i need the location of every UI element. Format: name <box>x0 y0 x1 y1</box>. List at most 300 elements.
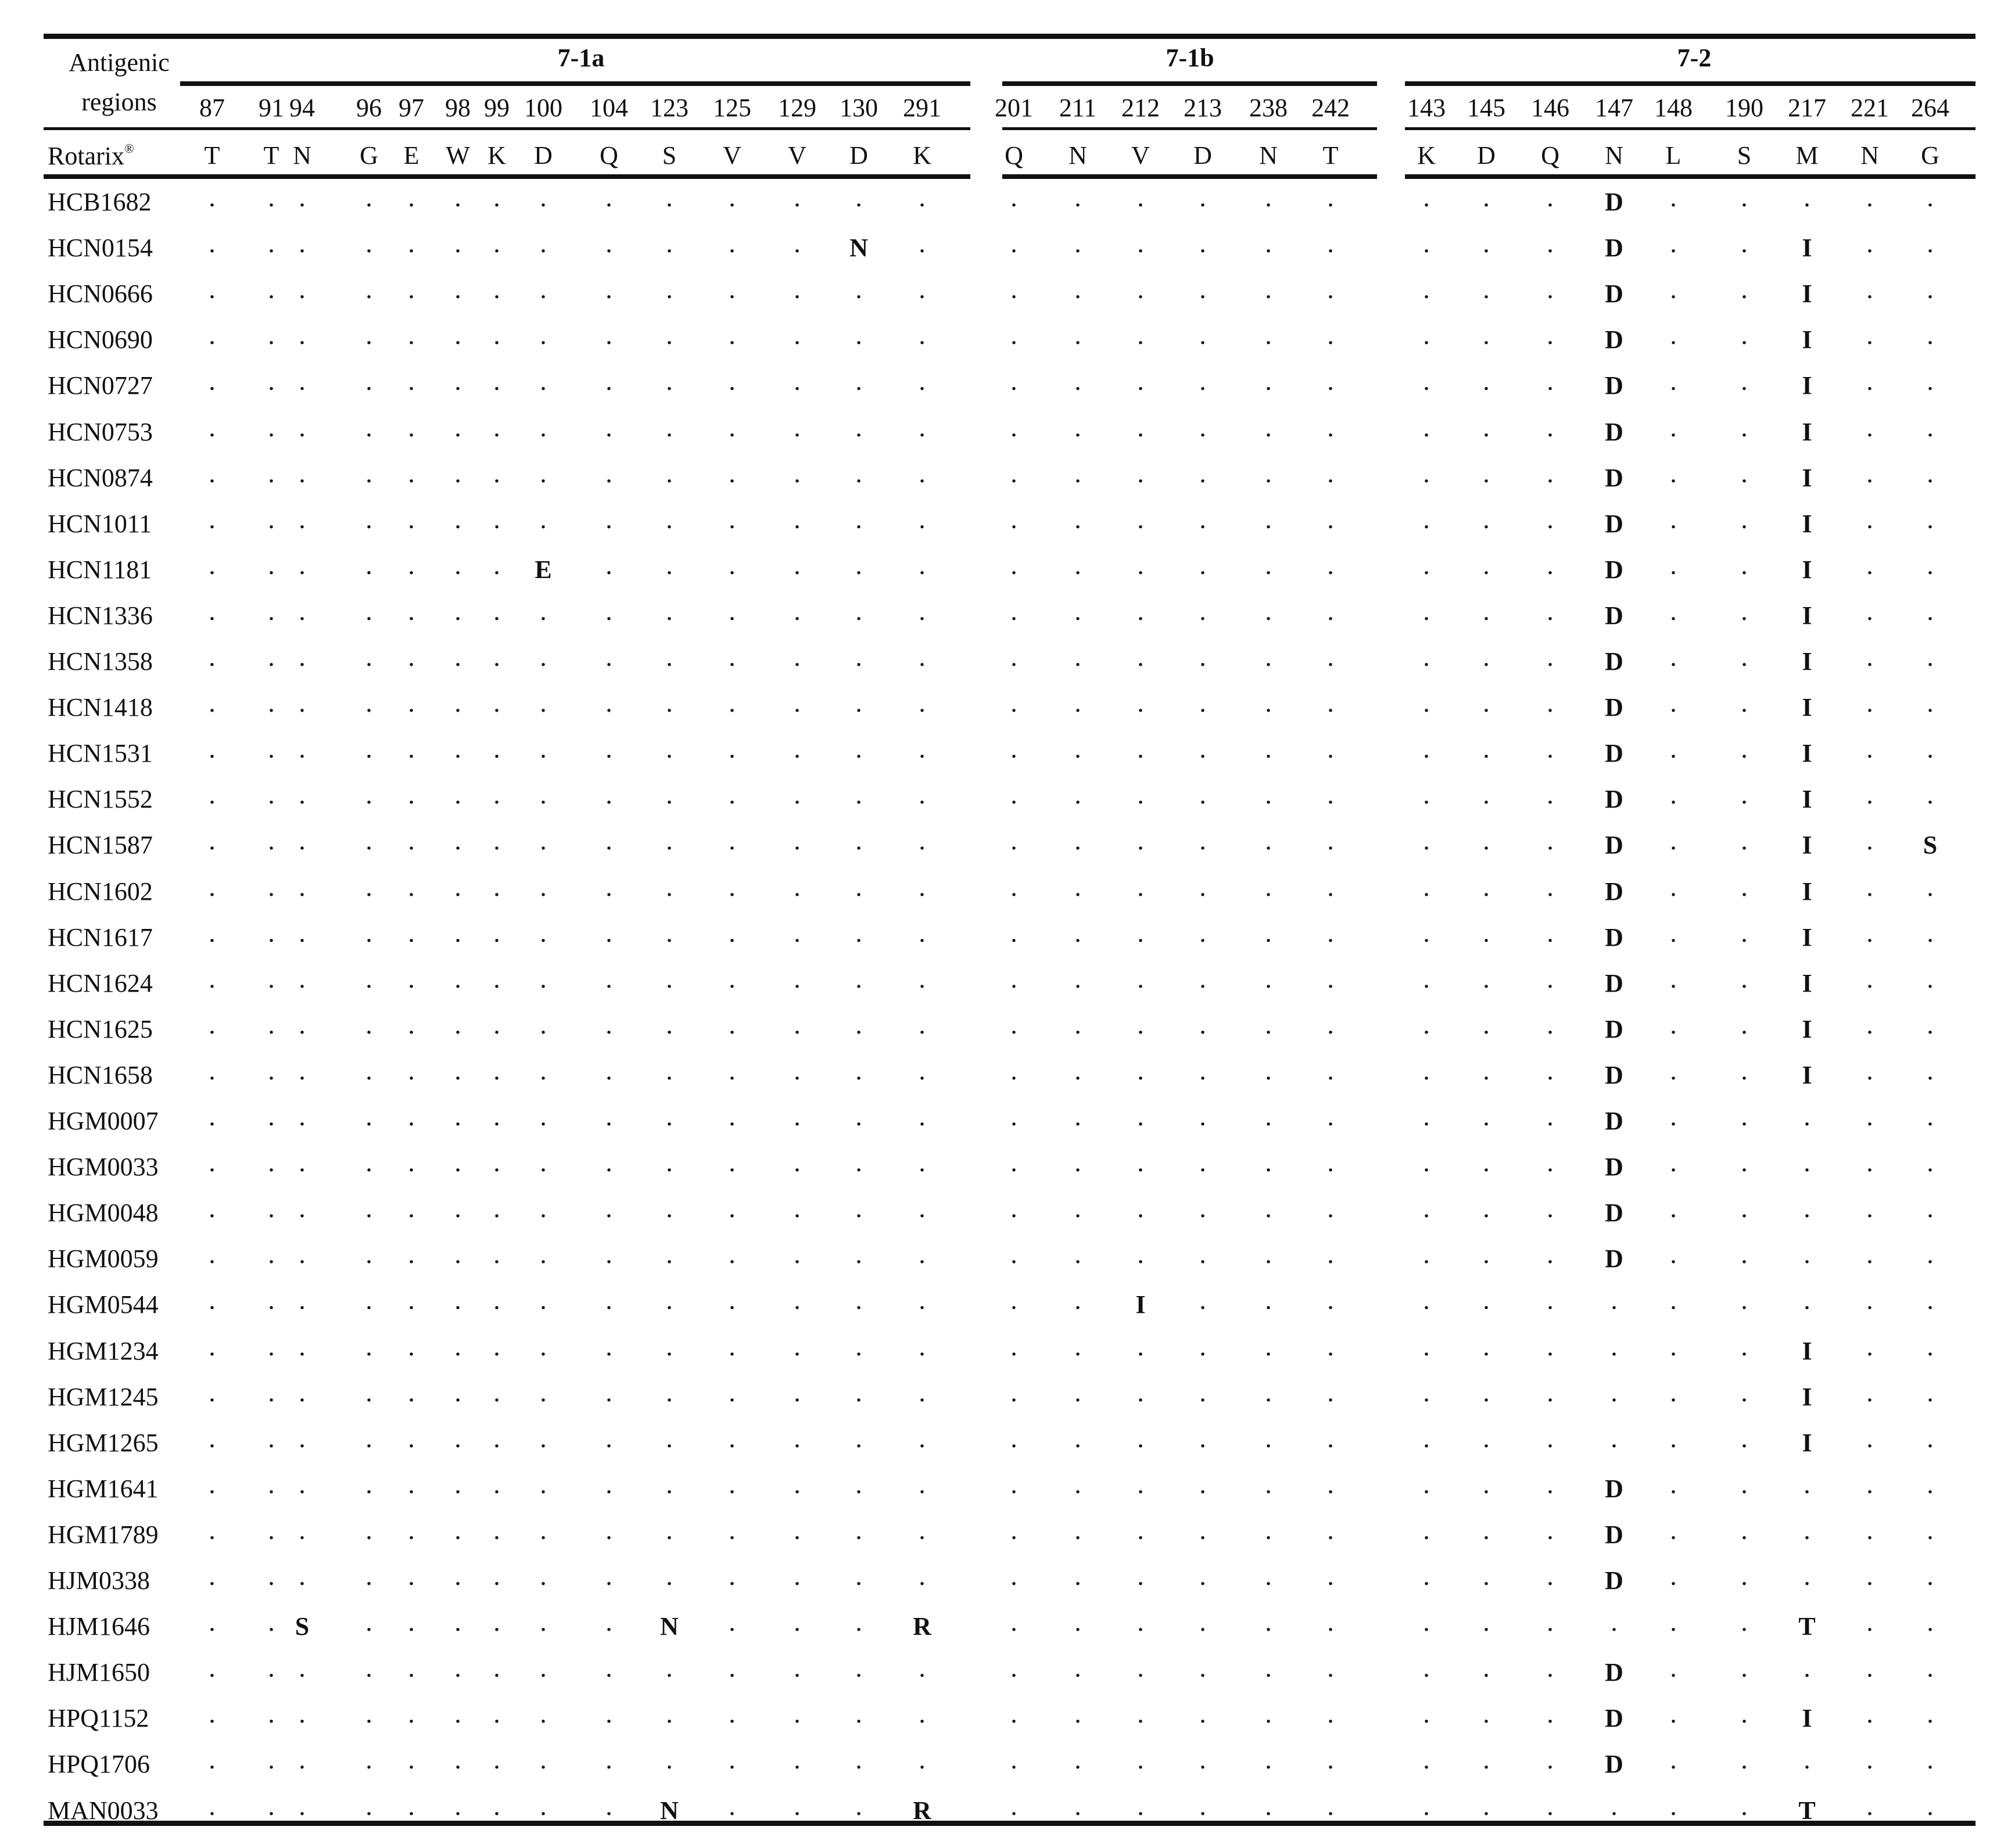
reference-residue: D <box>534 141 553 170</box>
strain-name: HJM0338 <box>48 1566 150 1595</box>
identity-dot: . <box>454 871 461 902</box>
identity-dot: . <box>1547 871 1554 902</box>
identity-dot: . <box>1670 412 1677 442</box>
identity-dot: . <box>1265 1377 1272 1407</box>
identity-dot: . <box>666 1561 673 1591</box>
identity-dot: . <box>1199 1790 1206 1821</box>
mutation-residue: D <box>1605 1566 1623 1595</box>
identity-dot: . <box>919 1745 926 1775</box>
identity-dot: . <box>1010 504 1017 534</box>
identity-dot: . <box>1199 1469 1206 1499</box>
identity-dot: . <box>365 412 372 442</box>
identity-dot: . <box>1199 917 1206 948</box>
mutation-residue: D <box>1605 601 1623 630</box>
identity-dot: . <box>1611 1607 1618 1637</box>
identity-dot: . <box>454 320 461 350</box>
position-number: 264 <box>1911 94 1949 122</box>
identity-dot: . <box>540 1423 547 1453</box>
identity-dot: . <box>1804 1193 1810 1223</box>
identity-dot: . <box>1423 274 1430 304</box>
identity-dot: . <box>408 1101 415 1131</box>
identity-dot: . <box>1483 1699 1490 1729</box>
identity-dot: . <box>729 1377 736 1407</box>
identity-dot: . <box>1010 1469 1017 1499</box>
identity-dot: . <box>1074 1607 1081 1637</box>
position-number: 201 <box>995 94 1033 122</box>
identity-dot: . <box>1547 366 1554 396</box>
identity-dot: . <box>299 963 306 993</box>
identity-dot: . <box>1611 1331 1618 1361</box>
strain-name: HCN1552 <box>48 785 153 814</box>
identity-dot: . <box>1483 366 1490 396</box>
position-number: 148 <box>1654 94 1693 122</box>
identity-dot: . <box>919 1699 926 1729</box>
identity-dot: . <box>855 1285 862 1315</box>
identity-dot: . <box>1741 320 1748 350</box>
identity-dot: . <box>493 688 500 718</box>
reference-residue: E <box>403 141 420 170</box>
identity-dot: . <box>365 871 372 902</box>
identity-dot: . <box>919 366 926 396</box>
identity-dot: . <box>605 917 612 948</box>
identity-dot: . <box>1199 1009 1206 1039</box>
identity-dot: . <box>1741 1469 1748 1499</box>
identity-dot: . <box>1137 780 1144 810</box>
reference-residue: L <box>1665 141 1682 170</box>
identity-dot: . <box>1199 1699 1206 1729</box>
identity-dot: . <box>919 1239 926 1269</box>
identity-dot: . <box>855 688 862 718</box>
identity-dot: . <box>209 871 216 902</box>
identity-dot: . <box>1010 182 1017 212</box>
identity-dot: . <box>1866 274 1873 304</box>
top-rule <box>44 34 1976 39</box>
identity-dot: . <box>1074 1377 1081 1407</box>
identity-dot: . <box>454 917 461 948</box>
identity-dot: . <box>1199 504 1206 534</box>
identity-dot: . <box>1927 1699 1934 1729</box>
identity-dot: . <box>1927 1331 1934 1361</box>
identity-dot: . <box>268 1193 275 1223</box>
identity-dot: . <box>1074 504 1081 534</box>
identity-dot: . <box>855 1147 862 1178</box>
identity-dot: . <box>1137 274 1144 304</box>
identity-dot: . <box>1265 320 1272 350</box>
identity-dot: . <box>408 642 415 672</box>
strain-name: HCN0753 <box>48 417 153 446</box>
identity-dot: . <box>408 182 415 212</box>
identity-dot: . <box>1547 780 1554 810</box>
identity-dot: . <box>855 963 862 993</box>
identity-dot: . <box>855 504 862 534</box>
identity-dot: . <box>1010 871 1017 902</box>
identity-dot: . <box>1137 182 1144 212</box>
reference-residue: V <box>723 141 741 170</box>
identity-dot: . <box>1927 642 1934 672</box>
identity-dot: . <box>855 917 862 948</box>
identity-dot: . <box>1547 1193 1554 1223</box>
identity-dot: . <box>209 274 216 304</box>
identity-dot: . <box>1741 1009 1748 1039</box>
identity-dot: . <box>299 734 306 764</box>
identity-dot: . <box>408 1745 415 1775</box>
identity-dot: . <box>1265 595 1272 626</box>
identity-dot: . <box>1547 963 1554 993</box>
mutation-residue: D <box>1605 555 1623 584</box>
reference-residue: W <box>446 141 470 170</box>
identity-dot: . <box>1547 826 1554 856</box>
identity-dot: . <box>1137 1423 1144 1453</box>
identity-dot: . <box>408 1469 415 1499</box>
identity-dot: . <box>919 458 926 488</box>
identity-dot: . <box>408 871 415 902</box>
identity-dot: . <box>794 320 801 350</box>
identity-dot: . <box>729 1055 736 1085</box>
identity-dot: . <box>454 734 461 764</box>
identity-dot: . <box>1327 871 1334 902</box>
identity-dot: . <box>605 1653 612 1683</box>
identity-dot: . <box>454 1147 461 1178</box>
identity-dot: . <box>794 734 801 764</box>
identity-dot: . <box>1483 780 1490 810</box>
identity-dot: . <box>1265 1147 1272 1178</box>
identity-dot: . <box>299 412 306 442</box>
mutation-residue: D <box>1605 1107 1623 1135</box>
identity-dot: . <box>1866 1147 1873 1178</box>
identity-dot: . <box>299 1745 306 1775</box>
identity-dot: . <box>493 320 500 350</box>
identity-dot: . <box>493 1055 500 1085</box>
identity-dot: . <box>493 1653 500 1683</box>
position-number: 129 <box>778 94 816 122</box>
identity-dot: . <box>855 1377 862 1407</box>
identity-dot: . <box>209 826 216 856</box>
identity-dot: . <box>1074 412 1081 442</box>
identity-dot: . <box>1423 1745 1430 1775</box>
identity-dot: . <box>1670 1285 1677 1315</box>
identity-dot: . <box>1866 1699 1873 1729</box>
identity-dot: . <box>729 1193 736 1223</box>
identity-dot: . <box>1423 1423 1430 1453</box>
identity-dot: . <box>540 1377 547 1407</box>
identity-dot: . <box>1927 458 1934 488</box>
identity-dot: . <box>1866 504 1873 534</box>
identity-dot: . <box>1927 412 1934 442</box>
identity-dot: . <box>666 1745 673 1775</box>
identity-dot: . <box>1327 1285 1334 1315</box>
identity-dot: . <box>919 734 926 764</box>
identity-dot: . <box>540 1653 547 1683</box>
identity-dot: . <box>1804 1147 1810 1178</box>
mutation-residue: S <box>1923 831 1938 860</box>
identity-dot: . <box>540 1790 547 1821</box>
identity-dot: . <box>1327 182 1334 212</box>
identity-dot: . <box>605 826 612 856</box>
identity-dot: . <box>855 1009 862 1039</box>
identity-dot: . <box>209 366 216 396</box>
identity-dot: . <box>1866 1561 1873 1591</box>
identity-dot: . <box>1670 1607 1677 1637</box>
identity-dot: . <box>1010 1009 1017 1039</box>
identity-dot: . <box>454 688 461 718</box>
identity-dot: . <box>1927 595 1934 626</box>
identity-dot: . <box>1670 320 1677 350</box>
identity-dot: . <box>540 458 547 488</box>
identity-dot: . <box>365 963 372 993</box>
identity-dot: . <box>1010 1193 1017 1223</box>
identity-dot: . <box>299 550 306 580</box>
identity-dot: . <box>408 1515 415 1545</box>
identity-dot: . <box>1741 734 1748 764</box>
mutation-residue: D <box>1605 968 1623 997</box>
identity-dot: . <box>1327 642 1334 672</box>
identity-dot: . <box>365 274 372 304</box>
reference-row-label <box>48 142 134 169</box>
strain-name: HPQ1706 <box>48 1750 150 1779</box>
identity-dot: . <box>1199 1055 1206 1085</box>
identity-dot: . <box>1137 1790 1144 1821</box>
identity-dot: . <box>666 412 673 442</box>
identity-dot: . <box>1423 780 1430 810</box>
identity-dot: . <box>1483 917 1490 948</box>
identity-dot: . <box>408 458 415 488</box>
identity-dot: . <box>1670 1101 1677 1131</box>
identity-dot: . <box>1010 1561 1017 1591</box>
identity-dot: . <box>729 366 736 396</box>
identity-dot: . <box>605 963 612 993</box>
identity-dot: . <box>1327 1607 1334 1637</box>
identity-dot: . <box>1670 780 1677 810</box>
identity-dot: . <box>1010 1147 1017 1178</box>
identity-dot: . <box>1074 1561 1081 1591</box>
reference-rule-2 <box>1002 174 1377 179</box>
identity-dot: . <box>1074 871 1081 902</box>
strain-name: HCN1531 <box>48 739 153 768</box>
identity-dot: . <box>1927 917 1934 948</box>
identity-dot: . <box>493 1790 500 1821</box>
identity-dot: . <box>1137 504 1144 534</box>
identity-dot: . <box>919 1469 926 1499</box>
identity-dot: . <box>1670 1469 1677 1499</box>
position-number: 130 <box>840 94 878 122</box>
identity-dot: . <box>365 182 372 212</box>
identity-dot: . <box>855 1055 862 1085</box>
identity-dot: . <box>1265 1239 1272 1269</box>
identity-dot: . <box>1804 182 1810 212</box>
identity-dot: . <box>1547 1745 1554 1775</box>
mutation-residue: I <box>1802 693 1812 722</box>
identity-dot: . <box>666 1101 673 1131</box>
identity-dot: . <box>1199 412 1206 442</box>
identity-dot: . <box>1866 1607 1873 1637</box>
identity-dot: . <box>1137 550 1144 580</box>
identity-dot: . <box>1927 688 1934 718</box>
identity-dot: . <box>1670 826 1677 856</box>
identity-dot: . <box>1423 1147 1430 1178</box>
identity-dot: . <box>540 917 547 948</box>
identity-dot: . <box>1265 228 1272 259</box>
mutation-residue: D <box>1605 1658 1623 1687</box>
group-underline-1 <box>180 81 970 86</box>
identity-dot: . <box>1074 688 1081 718</box>
mutation-residue: I <box>1802 463 1812 492</box>
identity-dot: . <box>454 1699 461 1729</box>
identity-dot: . <box>1423 1515 1430 1545</box>
mutation-residue: D <box>1605 188 1623 216</box>
mutation-residue: I <box>1802 923 1812 952</box>
identity-dot: . <box>919 1561 926 1591</box>
identity-dot: . <box>605 642 612 672</box>
identity-dot: . <box>1741 412 1748 442</box>
identity-dot: . <box>1199 1101 1206 1131</box>
identity-dot: . <box>1265 642 1272 672</box>
identity-dot: . <box>919 1653 926 1683</box>
identity-dot: . <box>1483 1469 1490 1499</box>
identity-dot: . <box>365 688 372 718</box>
identity-dot: . <box>1547 1423 1554 1453</box>
identity-dot: . <box>1483 1193 1490 1223</box>
identity-dot: . <box>1010 1101 1017 1131</box>
registered-mark: ® <box>124 141 134 156</box>
identity-dot: . <box>729 642 736 672</box>
identity-dot: . <box>1074 1790 1081 1821</box>
identity-dot: . <box>605 458 612 488</box>
identity-dot: . <box>365 734 372 764</box>
identity-dot: . <box>1927 734 1934 764</box>
identity-dot: . <box>209 182 216 212</box>
position-number: 123 <box>650 94 689 122</box>
identity-dot: . <box>209 412 216 442</box>
identity-dot: . <box>1866 1469 1873 1499</box>
identity-dot: . <box>1547 458 1554 488</box>
identity-dot: . <box>299 1469 306 1499</box>
identity-dot: . <box>299 1653 306 1683</box>
identity-dot: . <box>1741 228 1748 259</box>
identity-dot: . <box>1866 642 1873 672</box>
identity-dot: . <box>1866 1009 1873 1039</box>
identity-dot: . <box>855 1561 862 1591</box>
identity-dot: . <box>666 182 673 212</box>
identity-dot: . <box>1804 1285 1810 1315</box>
strain-name: HGM1641 <box>48 1474 159 1503</box>
identity-dot: . <box>365 320 372 350</box>
identity-dot: . <box>1670 595 1677 626</box>
identity-dot: . <box>1670 1009 1677 1039</box>
identity-dot: . <box>605 1607 612 1637</box>
identity-dot: . <box>1199 1377 1206 1407</box>
reference-residue: G <box>1921 141 1939 170</box>
identity-dot: . <box>855 595 862 626</box>
identity-dot: . <box>268 1055 275 1085</box>
identity-dot: . <box>493 1745 500 1775</box>
identity-dot: . <box>365 550 372 580</box>
identity-dot: . <box>919 1147 926 1178</box>
reference-rule-3 <box>1405 174 1976 179</box>
identity-dot: . <box>408 1423 415 1453</box>
identity-dot: . <box>209 1423 216 1453</box>
identity-dot: . <box>268 412 275 442</box>
identity-dot: . <box>1265 871 1272 902</box>
mutation-residue: D <box>1605 417 1623 446</box>
identity-dot: . <box>1265 274 1272 304</box>
identity-dot: . <box>1265 734 1272 764</box>
position-number: 145 <box>1467 94 1505 122</box>
identity-dot: . <box>1137 1699 1144 1729</box>
identity-dot: . <box>1074 642 1081 672</box>
identity-dot: . <box>1265 1653 1272 1683</box>
identity-dot: . <box>365 1055 372 1085</box>
strain-name: HCB1682 <box>48 188 152 216</box>
strain-name: HJM1646 <box>48 1612 150 1641</box>
identity-dot: . <box>299 1377 306 1407</box>
identity-dot: . <box>1927 1515 1934 1545</box>
identity-dot: . <box>666 595 673 626</box>
mutation-residue: I <box>1802 968 1812 997</box>
identity-dot: . <box>1741 366 1748 396</box>
identity-dot: . <box>1010 734 1017 764</box>
identity-dot: . <box>1741 1101 1748 1131</box>
identity-dot: . <box>1199 1653 1206 1683</box>
identity-dot: . <box>299 182 306 212</box>
identity-dot: . <box>1866 1515 1873 1545</box>
identity-dot: . <box>493 182 500 212</box>
identity-dot: . <box>454 1469 461 1499</box>
mutation-residue: D <box>1605 693 1623 722</box>
identity-dot: . <box>666 1469 673 1499</box>
identity-dot: . <box>268 550 275 580</box>
strain-name: HCN1602 <box>48 877 153 906</box>
identity-dot: . <box>1547 1239 1554 1269</box>
identity-dot: . <box>268 963 275 993</box>
identity-dot: . <box>1866 1101 1873 1131</box>
identity-dot: . <box>1137 1745 1144 1775</box>
identity-dot: . <box>1866 871 1873 902</box>
identity-dot: . <box>408 1653 415 1683</box>
identity-dot: . <box>855 1423 862 1453</box>
identity-dot: . <box>493 228 500 259</box>
identity-dot: . <box>209 1331 216 1361</box>
reference-rule-left <box>44 174 181 179</box>
identity-dot: . <box>919 412 926 442</box>
identity-dot: . <box>1010 412 1017 442</box>
identity-dot: . <box>493 550 500 580</box>
identity-dot: . <box>1327 228 1334 259</box>
identity-dot: . <box>605 274 612 304</box>
identity-dot: . <box>1741 458 1748 488</box>
identity-dot: . <box>1547 1285 1554 1315</box>
identity-dot: . <box>1483 1331 1490 1361</box>
identity-dot: . <box>794 1147 801 1178</box>
reference-residue: N <box>1605 141 1623 170</box>
identity-dot: . <box>605 1469 612 1499</box>
identity-dot: . <box>1547 1377 1554 1407</box>
identity-dot: . <box>493 1285 500 1315</box>
identity-dot: . <box>855 550 862 580</box>
identity-dot: . <box>729 1745 736 1775</box>
identity-dot: . <box>365 1745 372 1775</box>
identity-dot: . <box>1483 1607 1490 1637</box>
identity-dot: . <box>1265 1193 1272 1223</box>
identity-dot: . <box>1137 917 1144 948</box>
identity-dot: . <box>540 1745 547 1775</box>
strain-name: HCN1358 <box>48 647 153 676</box>
position-rule-1 <box>180 127 970 130</box>
identity-dot: . <box>1074 1147 1081 1178</box>
identity-dot: . <box>1137 1377 1144 1407</box>
identity-dot: . <box>1483 1009 1490 1039</box>
identity-dot: . <box>794 228 801 259</box>
identity-dot: . <box>299 688 306 718</box>
